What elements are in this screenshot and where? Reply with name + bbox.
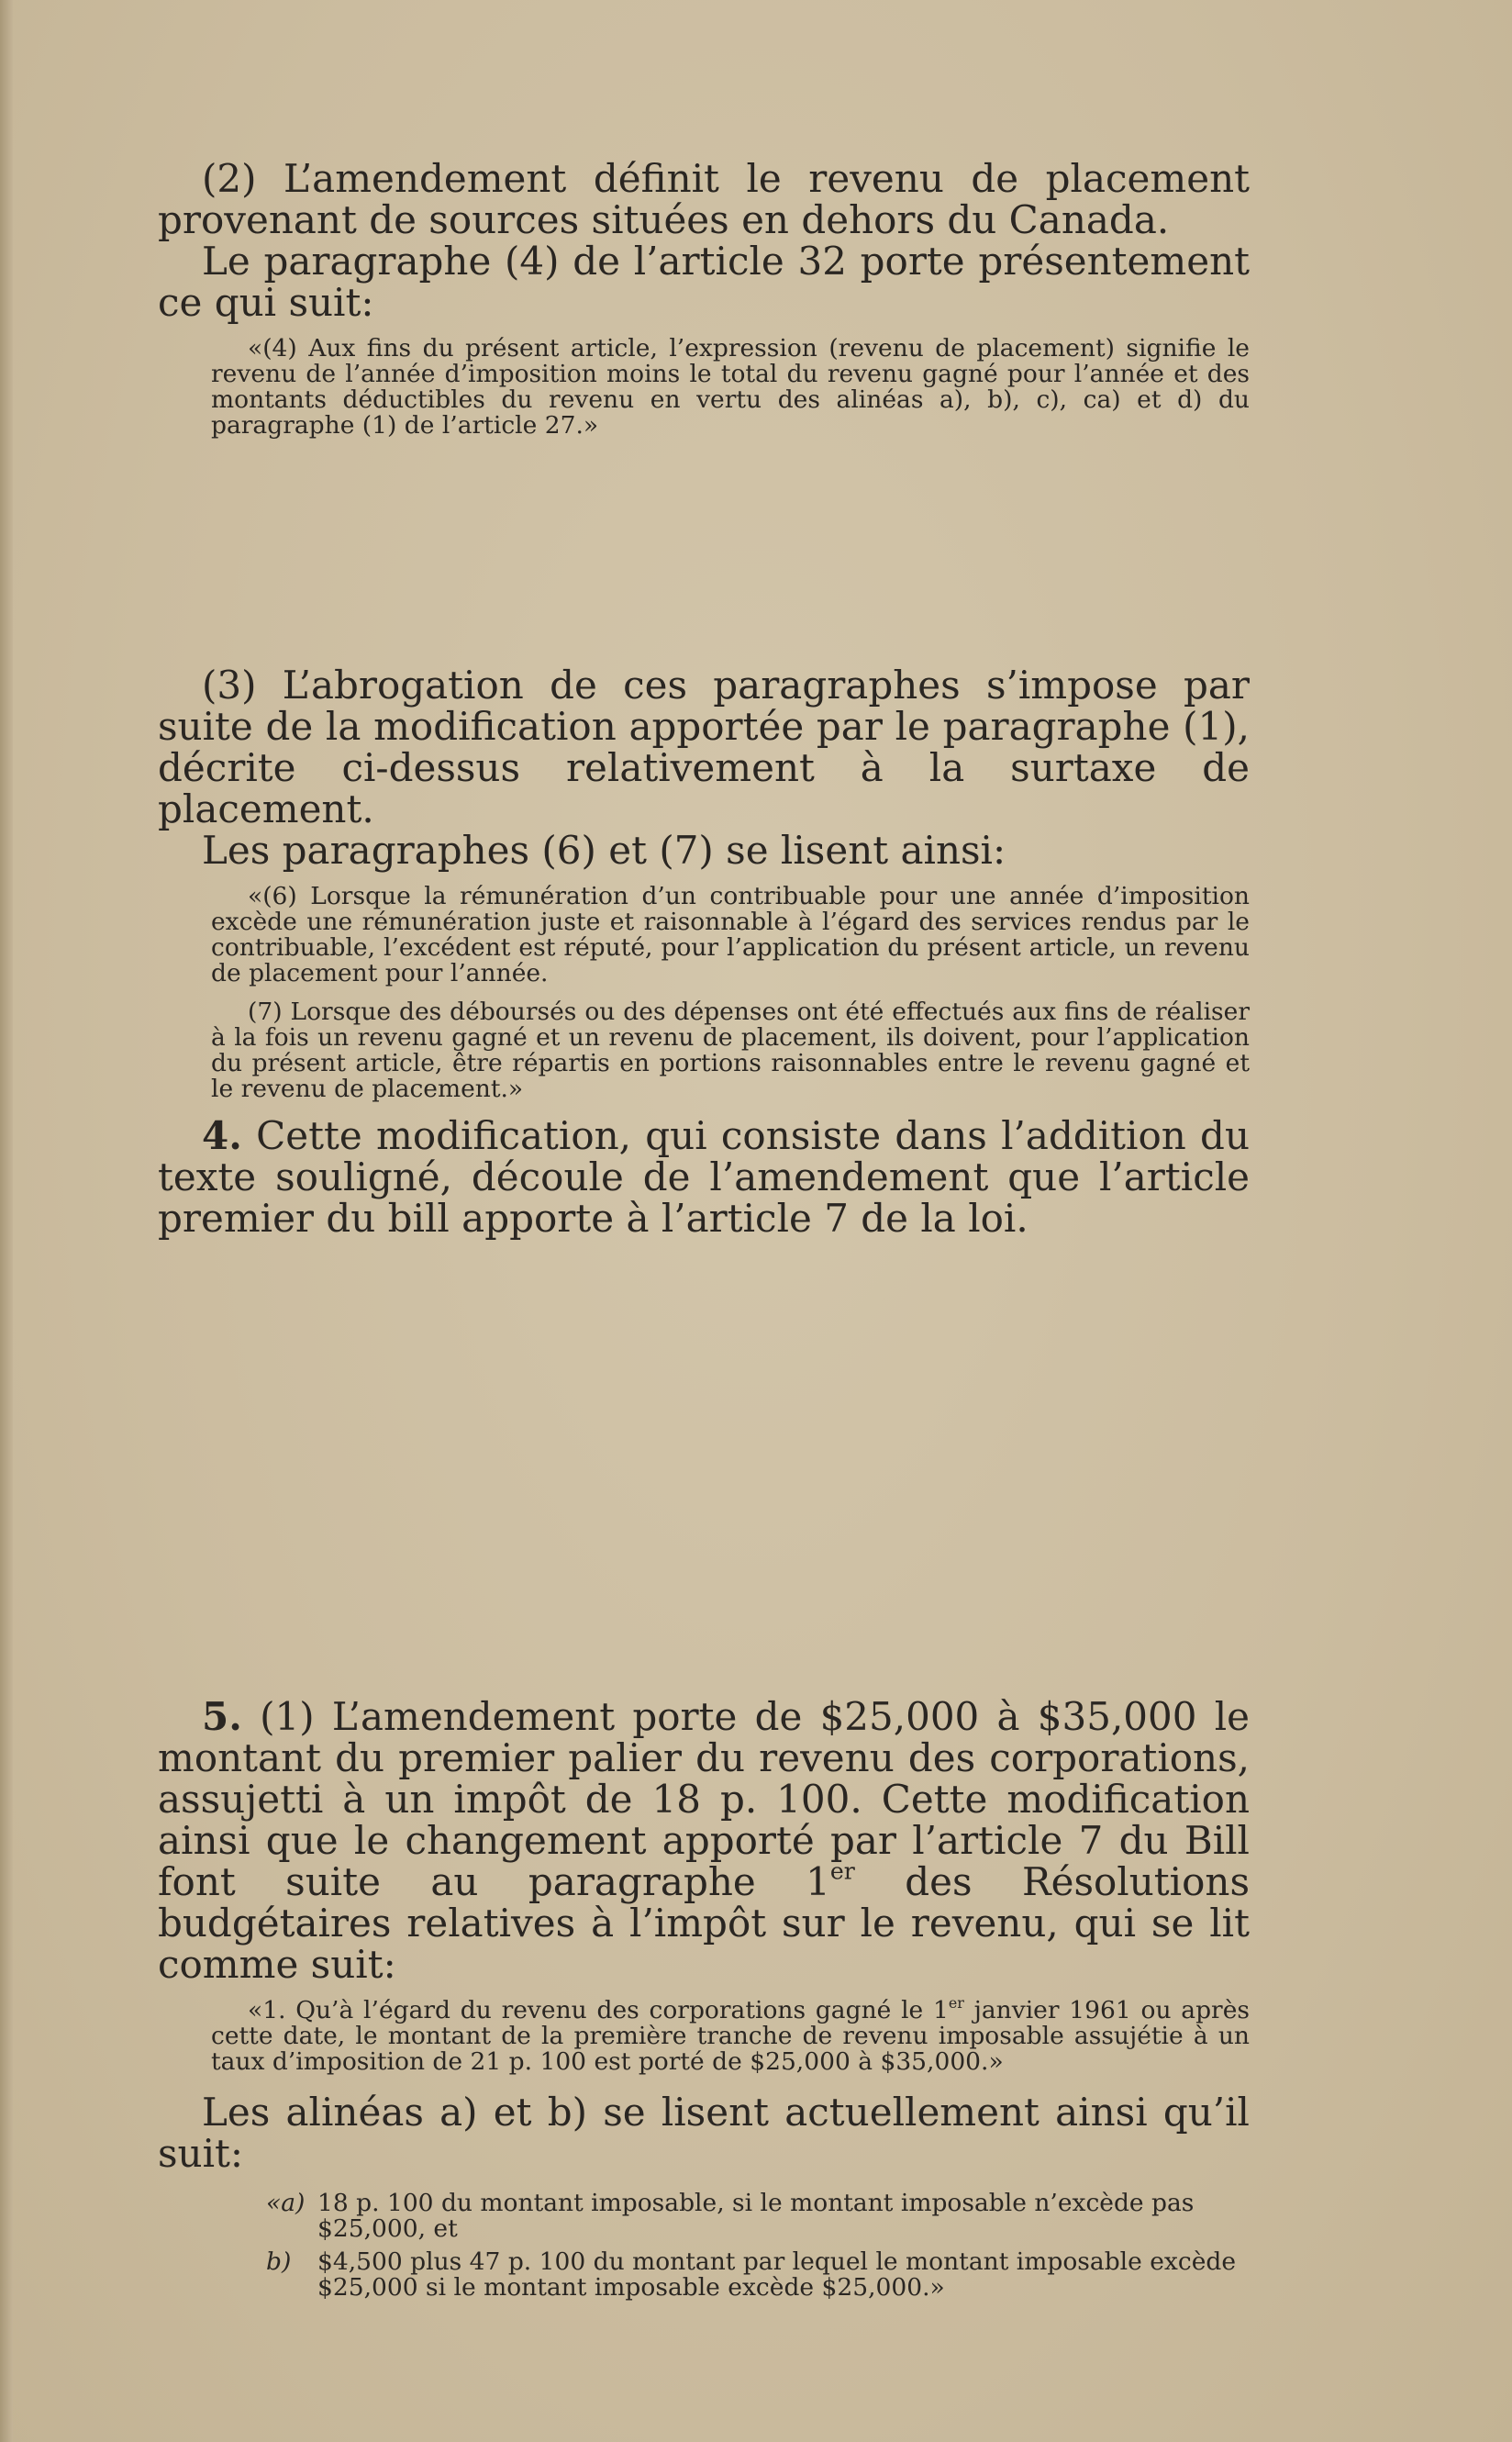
list-item-text: 18 p. 100 du montant imposable, si le montant imposable n’excède pas $25,000, et xyxy=(317,2189,1195,2243)
section-2-paragraph: (2) L’amendement définit le revenu de placement provenant de sources situées en dehors du Canada. xyxy=(158,156,1250,242)
section-3 xyxy=(158,664,1250,1102)
section-2 xyxy=(158,158,1250,439)
section-4 xyxy=(158,1115,1250,1239)
section-5-paragraph xyxy=(158,1696,1250,1985)
section-5-number: 5. xyxy=(202,1694,242,1739)
section-5-quote xyxy=(211,1993,1250,2076)
section-3-paragraph: (3) L’abrogation de ces paragraphes s’impose par suite de la modification apportée par le paragraphe (1), décrite ci-dessus relativement à la surtaxe de placement. xyxy=(158,663,1250,831)
section-3-quote-6: «(6) Lorsque la rémunération d’un contribuable pour une année d’imposition excède une rémunération juste et raisonnable à l’égard des services rendus par le contribuable, l’excédent est réputé, pour l’application du présent article, un revenu de placement pour l’année. xyxy=(211,882,1250,987)
section-5-quote-superscript: er xyxy=(948,1993,964,2012)
section-5-text-b: des Résolutions budgétaires relatives à l’impôt sur le revenu, qui se lit comme suit: xyxy=(158,1859,1250,1987)
section-3-intro: Les paragraphes (6) et (7) se lisent ainsi: xyxy=(202,828,1006,873)
list-item-label: «a) xyxy=(266,2189,306,2217)
section-2-intro: Le paragraphe (4) de l’article 32 porte présentement ce qui suit: xyxy=(158,239,1250,325)
section-5-superscript: er xyxy=(829,1857,855,1885)
section-5-list xyxy=(158,2191,1250,2301)
section-4-number: 4. xyxy=(202,1113,242,1158)
section-3-quote-7: (7) Lorsque des déboursés ou des dépenses ont été effectués aux fins de réaliser à la fois un revenu gagné et un revenu de placement, ils doivent, pour l’application du présent article, être répartis en portions raisonnables entre le revenu gagné et le revenu de placement.» xyxy=(211,998,1250,1103)
section-2-quote: «(4) Aux fins du présent article, l’expression (revenu de placement) signifie le revenu de l’année d’imposition moins le total du revenu gagné pour l’année et des montants déductibles du revenu en vertu des alinéas a), b), c), ca) et d) du paragraphe (1) de l’article 27.» xyxy=(211,334,1250,440)
section-4-text: Cette modification, qui consiste dans l’addition du texte souligné, découle de l’amendement que l’article premier du bill apporte à l’article 7 de la loi. xyxy=(158,1113,1250,1241)
section-4-paragraph xyxy=(158,1115,1250,1239)
list-item xyxy=(266,2249,1250,2301)
list-item xyxy=(266,2191,1250,2242)
section-5-quote-b: janvier 1961 ou après cette date, le montant de la première tranche de revenu imposable assujétie à un taux d’imposition de 21 p. 100 est porté de $25,000 à $35,000.» xyxy=(211,1996,1250,2076)
section-5-intro: Les alinéas a) et b) se lisent actuellement ainsi qu’il suit: xyxy=(158,2090,1250,2176)
section-5 xyxy=(158,1696,1250,2301)
page-edge-shadow xyxy=(0,0,13,2442)
list-item-label: b) xyxy=(266,2247,292,2276)
section-5-quote-a: «1. Qu’à l’égard du revenu des corporations gagné le 1 xyxy=(248,1996,949,2024)
section-5-text-a: (1) L’amendement porte de $25,000 à $35,000 le montant du premier palier du revenu des corporations, assujetti à un impôt de 18 p. 100. Cette modification ainsi que le changement apporté par l’article 7 du Bill font suite au paragraphe 1 xyxy=(158,1694,1250,1904)
list-item-text: $4,500 plus 47 p. 100 du montant par lequel le montant imposable excède $25,000 si le montant imposable excède $25,000.» xyxy=(317,2247,1237,2302)
